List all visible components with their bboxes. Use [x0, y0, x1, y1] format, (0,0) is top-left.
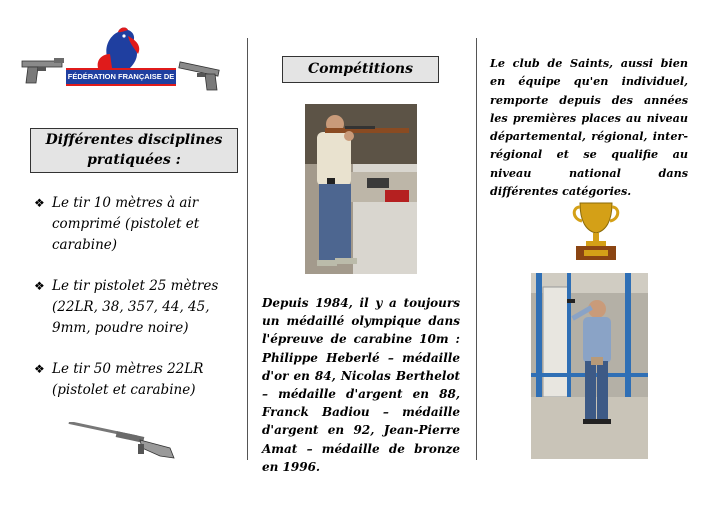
trophy-icon: [570, 199, 622, 263]
column-divider-right: [476, 38, 477, 460]
federation-logo-text: FÉDÉRATION FRANÇAISE DE TIR: [67, 72, 175, 95]
pistol-shooter-photo: [531, 273, 648, 459]
list-item: ❖ Le tir 10 mètres à air comprimé (pistolet et carabine): [34, 195, 200, 253]
list-item: ❖ Le tir 50 mètres 22LR (pistolet et carabine): [34, 361, 204, 398]
air-rifle-icon: [66, 422, 178, 460]
diamond-bullet-icon: ❖: [34, 362, 45, 376]
air-pistol-icon: [175, 60, 223, 94]
competitions-heading: Compétitions: [282, 56, 439, 83]
federation-logo: [62, 24, 180, 94]
list-item: ❖ Le tir pistolet 25 mètres (22LR, 38, 357, 44, 45, 9mm, poudre noire): [34, 278, 219, 336]
air-pistol-icon: [20, 55, 66, 87]
rifle-shooter-photo: [305, 104, 417, 274]
rooster-logo-icon: [62, 24, 180, 72]
column-divider-left: [247, 38, 248, 460]
olympic-medals-paragraph: Depuis 1984, il y a toujours un médaillé olympique dans l'épreuve de carabine 10m : Philippe Heberlé – médaille d'or en 84, Nicolas Berthelot – médaille d'argent en 88, Franck Badiou – médaille d'argent en 92, Jean-Pierre Amat – médaille de bronze en 1996.: [262, 296, 460, 474]
federation-logo-banner: [66, 68, 176, 95]
diamond-bullet-icon: ❖: [34, 196, 45, 210]
club-results-paragraph: Le club de Saints, aussi bien en équipe qu'en individuel, remporte depuis des années les premières places au niveau départemental, régional, inter-régional et se qualifie au niveau national dans différentes catégories.: [490, 56, 688, 199]
diamond-bullet-icon: ❖: [34, 279, 45, 293]
disciplines-heading: Différentes disciplines pratiquées :: [30, 128, 238, 173]
